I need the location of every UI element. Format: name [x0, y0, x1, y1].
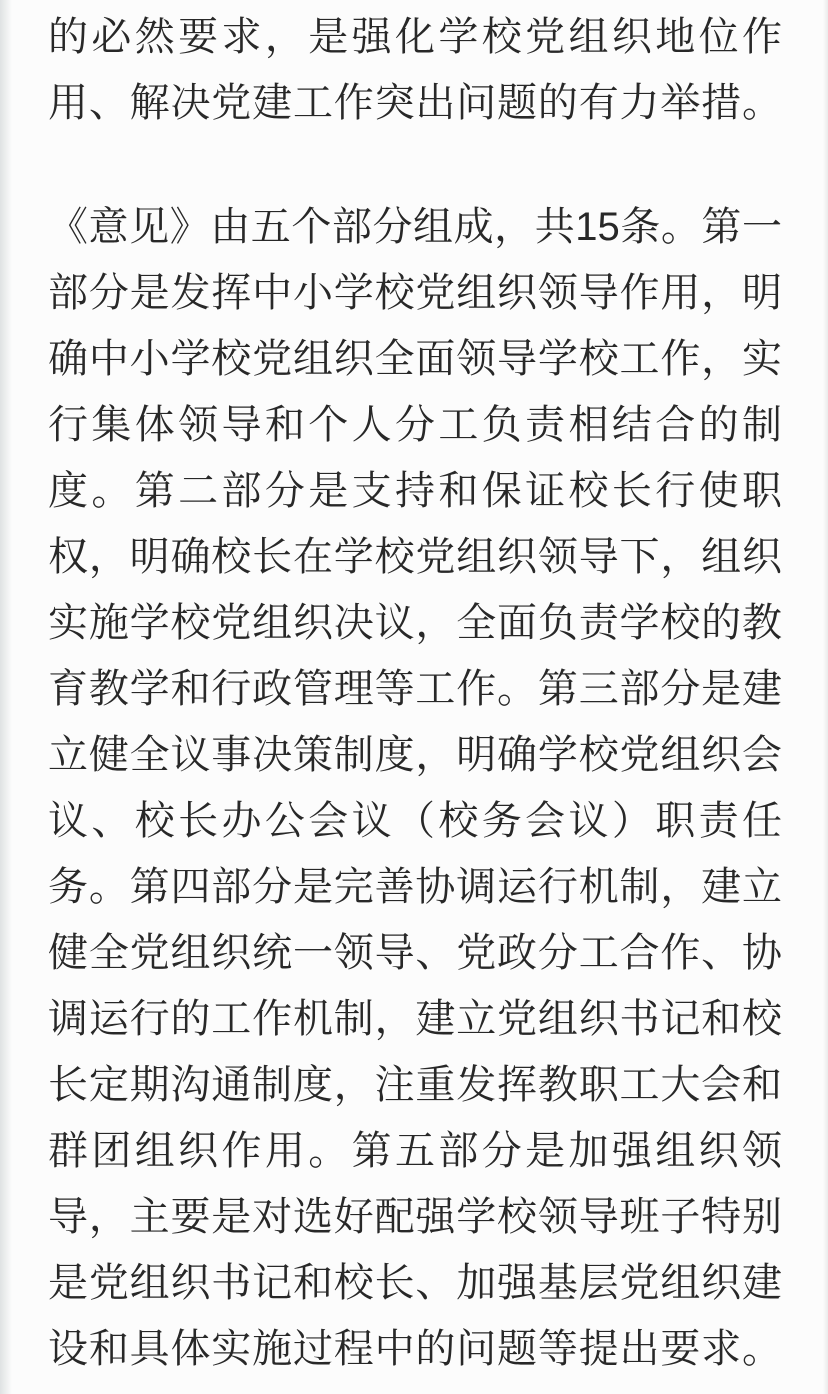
- text-line: 立健全议事决策制度，明确学校党组织会: [48, 733, 782, 777]
- text-line: 育教学和行政管理等工作。第三部分是建: [48, 667, 782, 711]
- text-line: 《意见》由五个部分组成，共15条。第一: [48, 205, 782, 249]
- text-line: 设和具体实施过程中的问题等提出要求。: [48, 1327, 782, 1371]
- paragraph-2: [48, 194, 782, 1382]
- text-line: 健全党组织统一领导、党政分工合作、协: [48, 931, 782, 975]
- text-line: 长定期沟通制度，注重发挥教职工大会和: [48, 1063, 782, 1107]
- text-line: 务。第四部分是完善协调运行机制，建立: [48, 865, 782, 909]
- text-line: 是党组织书记和校长、加强基层党组织建: [48, 1261, 782, 1305]
- text-line: 实施学校党组织决议，全面负责学校的教: [48, 601, 782, 645]
- text-line: 度。第二部分是支持和保证校长行使职: [48, 469, 782, 513]
- text-line: 调运行的工作机制，建立党组织书记和校: [48, 997, 782, 1041]
- text-line: 部分是发挥中小学校党组织领导作用，明: [48, 271, 782, 315]
- text-line: 行集体领导和个人分工负责相结合的制: [48, 403, 782, 447]
- text-line: 用、解决党建工作突出问题的有力举措。: [48, 81, 782, 125]
- text-line: 确中小学校党组织全面领导学校工作，实: [48, 337, 782, 381]
- text-line: 群团组织作用。第五部分是加强组织领: [48, 1129, 782, 1173]
- text-line: 权，明确校长在学校党组织领导下，组织: [48, 535, 782, 579]
- text-line: 议、校长办公会议（校务会议）职责任: [48, 799, 782, 843]
- text-line: 导，主要是对选好配强学校领导班子特别: [48, 1195, 782, 1239]
- text-line: 的必然要求，是强化学校党组织地位作: [48, 15, 782, 59]
- paragraph-1: [48, 4, 782, 136]
